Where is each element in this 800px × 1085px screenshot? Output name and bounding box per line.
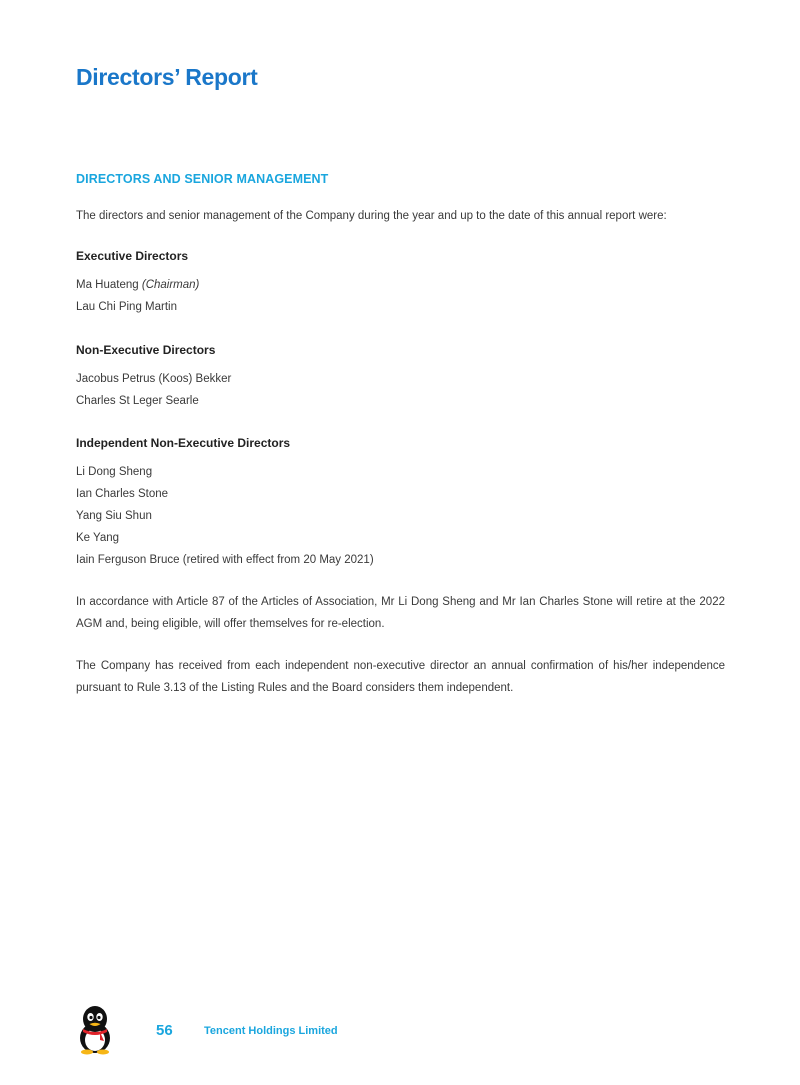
- list-item: Ke Yang: [76, 532, 120, 544]
- penguin-mascot-icon: [74, 1005, 116, 1055]
- list-item: Li Dong Sheng: [76, 466, 153, 478]
- list-item: Iain Ferguson Bruce (retired with effect from 20 May 2021): [76, 554, 374, 566]
- independent-directors-list: [76, 461, 374, 571]
- director-name: Lau Chi Ping Martin: [76, 301, 177, 313]
- independent-directors-heading: Independent Non-Executive Directors: [76, 436, 291, 450]
- independence-paragraph: The Company has received from each independent non-executive director an annual confirmation of his/her independence pursuant to Rule 3.13 of the Listing Rules and the Board considers them independent.: [76, 660, 725, 694]
- director-name: Ma Huateng: [76, 279, 142, 291]
- page-title: Directors’ Report: [76, 64, 258, 90]
- intro-paragraph: The directors and senior management of the Company during the year and up to the date of this annual report were:: [76, 210, 667, 222]
- executive-directors-list: [76, 274, 199, 318]
- non-executive-directors-heading: Non-Executive Directors: [76, 343, 216, 357]
- list-item: Jacobus Petrus (Koos) Bekker: [76, 373, 232, 385]
- section-heading: DIRECTORS AND SENIOR MANAGEMENT: [76, 172, 329, 186]
- list-item: Ian Charles Stone: [76, 488, 169, 500]
- page-number: 56: [156, 1022, 173, 1039]
- director-role: (Chairman): [141, 279, 200, 291]
- list-item: Charles St Leger Searle: [76, 395, 199, 407]
- list-item: [76, 296, 199, 318]
- non-executive-directors-list: [76, 368, 231, 412]
- re-election-paragraph: In accordance with Article 87 of the Articles of Association, Mr Li Dong Sheng and Mr Ian Charles Stone will retire at the 2022 AGM and, being eligible, will offer themselves for re-election.: [76, 596, 725, 630]
- executive-directors-heading: Executive Directors: [76, 249, 189, 263]
- list-item: [76, 274, 199, 296]
- list-item: Yang Siu Shun: [76, 510, 152, 522]
- page-footer: [0, 1000, 800, 1060]
- company-name: Tencent Holdings Limited: [204, 1025, 338, 1037]
